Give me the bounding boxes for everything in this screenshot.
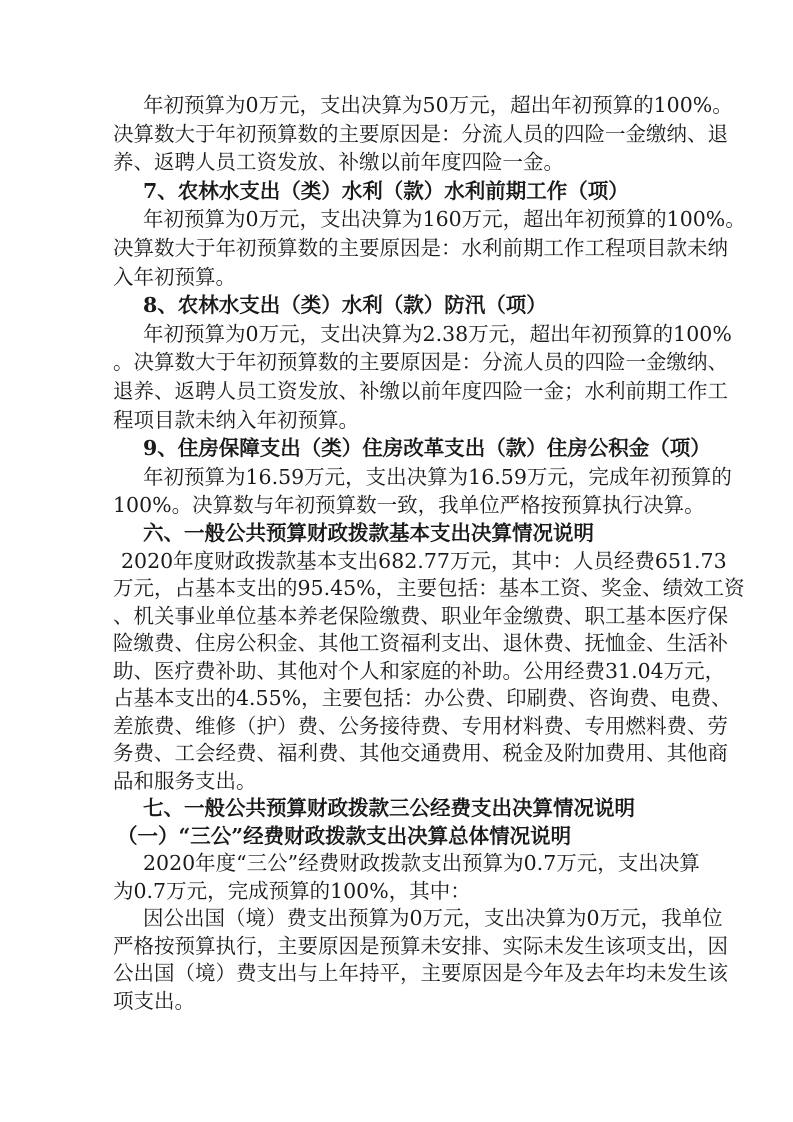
- paragraph-line: 公出国（境）费支出与上年持平，主要原因是今年及去年均未发生该: [113, 961, 728, 985]
- paragraph-line: 年初预算为16.59万元，支出决算为16.59万元，完成年初预算的: [143, 464, 732, 489]
- section-heading-7: 7、农林水支出（类）水利（款）水利前期工作（项）: [143, 178, 629, 203]
- paragraph-line: 万元，占基本支出的95.45%，主要包括：基本工资、奖金、绩效工资: [113, 576, 745, 600]
- paragraph-line: 为0.7万元，完成预算的100%，其中：: [113, 878, 471, 903]
- paragraph-line: 、机关事业单位基本养老保险缴费、职业年金缴费、职工基本医疗保: [113, 603, 728, 628]
- paragraph-line: 。决算数大于年初预算数的主要原因是：分流人员的四险一金缴纳、: [113, 350, 728, 375]
- paragraph-line: 100%。决算数与年初预算数一致，我单位严格按预算执行决算。: [113, 493, 705, 518]
- subsection-heading-one: （一）“三公”经费财政拨款支出决算总体情况说明: [117, 823, 572, 848]
- document-body-upper: [113, 91, 746, 520]
- paragraph-line: 年初预算为0万元，支出决算为2.38万元，超出年初预算的100%: [143, 321, 732, 346]
- paragraph-line: 差旅费、维修（护）费、公务接待费、专用材料费、专用燃料费、劳: [113, 713, 728, 738]
- paragraph-line: 程项目款未纳入年初预算。: [113, 407, 359, 432]
- paragraph-line: 年初预算为0万元，支出决算为160万元，超出年初预算的100%。: [143, 207, 746, 232]
- paragraph-line: 严格按预算执行，主要原因是预算未安排、实际未发生该项支出，因: [113, 933, 728, 958]
- section-heading-9: 9、住房保障支出（类）住房改革支出（款）住房公积金（项）: [143, 436, 711, 461]
- paragraph-line: 务费、工会经费、福利费、其他交通费用、税金及附加费用、其他商: [113, 741, 728, 765]
- section-heading-seven: 七、一般公共预算财政拨款三公经费支出决算情况说明: [143, 796, 635, 820]
- paragraph-line: 年初预算为0万元，支出决算为50万元，超出年初预算的100%。: [143, 93, 733, 117]
- paragraph-line: 决算数大于年初预算数的主要原因是：水利前期工作工程项目款未纳: [113, 235, 728, 260]
- paragraph-line: 决算数大于年初预算数的主要原因是：分流人员的四险一金缴纳、退: [113, 121, 728, 146]
- paragraph-line: 因公出国（境）费支出预算为0万元，支出决算为0万元，我单位: [143, 906, 723, 930]
- document-body-lower: [113, 520, 745, 1015]
- paragraph-line: 项支出。: [113, 988, 195, 1013]
- paragraph-line: 助、医疗费补助、其他对个人和家庭的补助。公用经费31.04万元，: [113, 658, 726, 683]
- section-heading-six: 六、一般公共预算财政拨款基本支出决算情况说明: [143, 521, 594, 545]
- section-heading-8: 8、农林水支出（类）水利（款）防汛（项）: [143, 293, 547, 318]
- paragraph-line: 2020年度财政拨款基本支出682.77万元，其中：人员经费651.73: [121, 548, 727, 573]
- paragraph-line: 险缴费、住房公积金、其他工资福利支出、退休费、抚恤金、生活补: [113, 631, 728, 655]
- paragraph-line: 品和服务支出。: [113, 768, 257, 793]
- paragraph-line: 入年初预算。: [113, 264, 236, 289]
- paragraph-line: 退养、返聘人员工资发放、补缴以前年度四险一金；水利前期工作工: [113, 378, 728, 403]
- paragraph-line: 2020年度“三公”经费财政拨款支出预算为0.7万元，支出决算: [143, 851, 700, 875]
- paragraph-line: 养、返聘人员工资发放、补缴以前年度四险一金。: [113, 150, 564, 175]
- paragraph-line: 占基本支出的4.55%，主要包括：办公费、印刷费、咨询费、电费、: [113, 686, 732, 710]
